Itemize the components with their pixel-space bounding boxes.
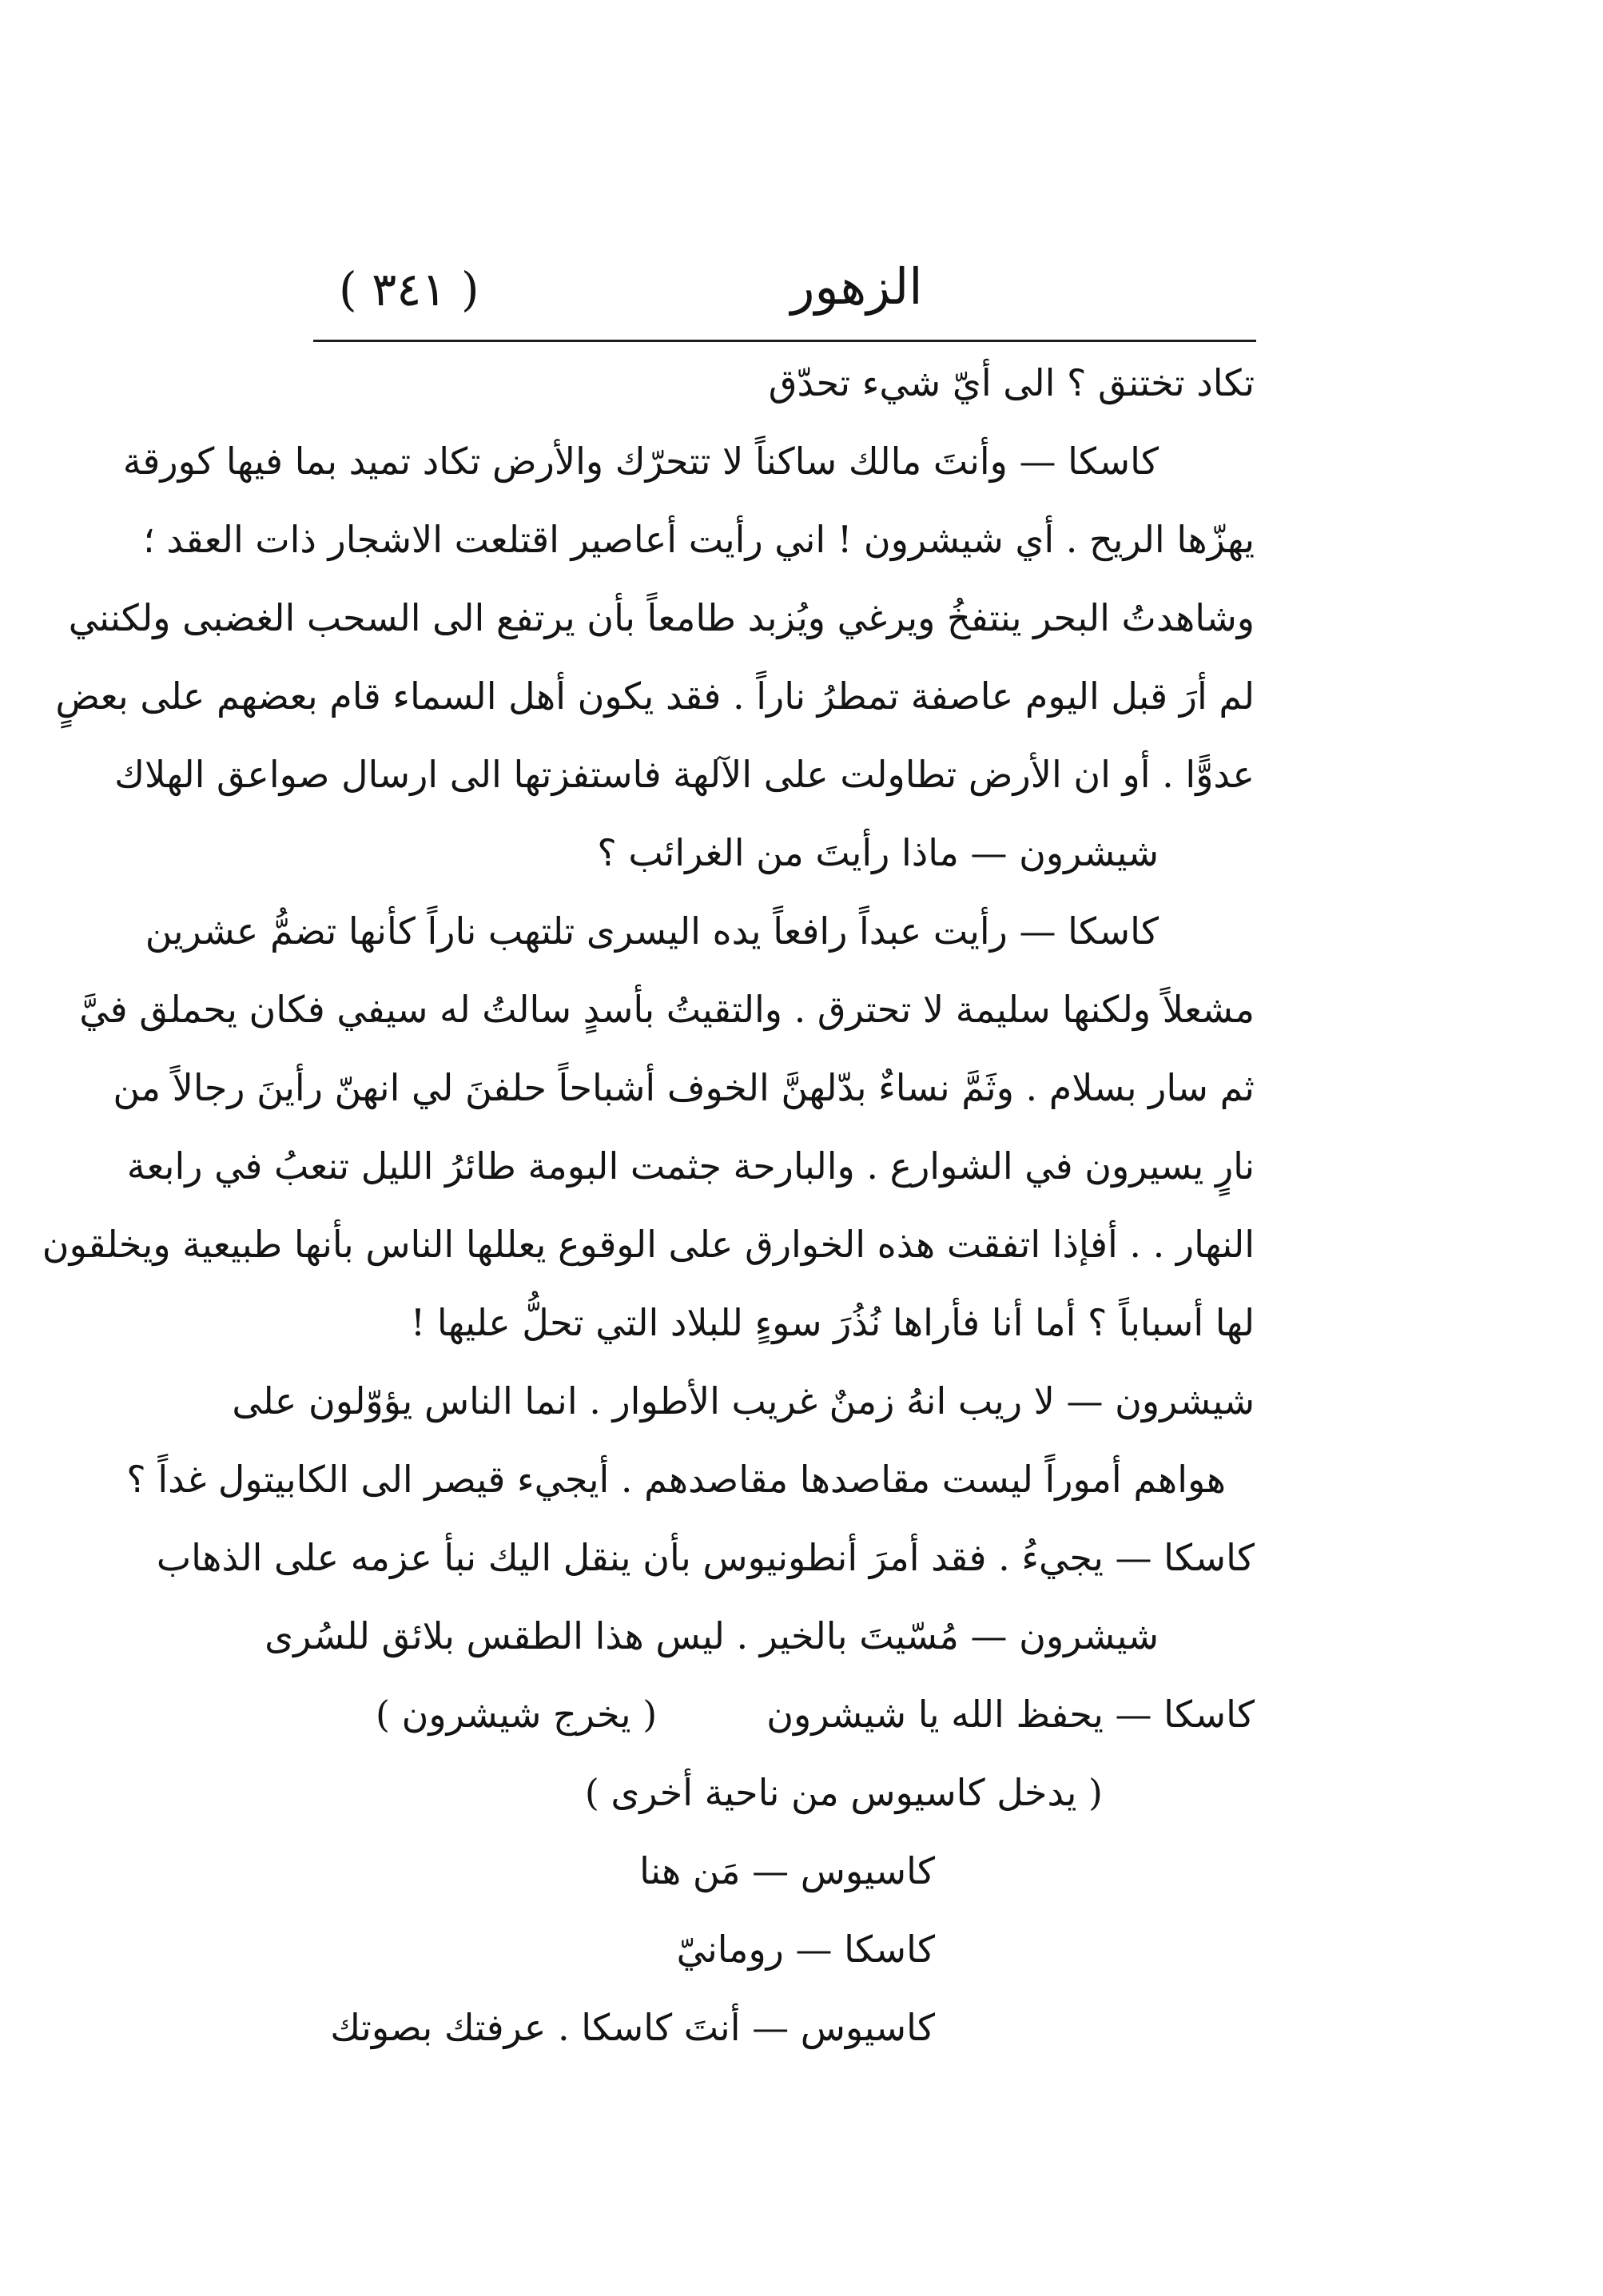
- text-line: شيشرون — لا ريب انهُ زمنٌ غريب الأطوار . انما الناس يؤوّلون على: [232, 1379, 1255, 1423]
- text-line: شيشرون — ماذا رأيتَ من الغرائب ؟: [597, 831, 1159, 874]
- text-line: كاسكا — رومانيّ: [676, 1928, 935, 1971]
- text-line: تكاد تختنق ؟ الى أيّ شيء تحدّق: [768, 361, 1255, 404]
- text-line: يهزّها الريح . أي شيشرون ! اني رأيت أعاصير اقتلعت الاشجار ذات العقد ؛: [143, 518, 1255, 561]
- text-line: كاسكا — رأيت عبداً رافعاً يده اليسرى تلتهب ناراً كأنها تضمُّ عشرين: [145, 909, 1159, 953]
- header-rule: [313, 340, 1256, 342]
- text-line: كاسيوس — مَن هنا: [639, 1849, 935, 1892]
- text-line: وشاهدتُ البحر ينتفخُ ويرغي ويُزبد طامعاً بأن يرتفع الى السحب الغضبى ولكنني: [68, 596, 1255, 639]
- text-line: لها أسباباً ؟ أما أنا فأراها نُذُرَ سوءٍ للبلاد التي تحلُّ عليها !: [410, 1301, 1255, 1344]
- text-line: كاسكا — وأنتَ مالك ساكناً لا تتحرّك والأرض تكاد تميد بما فيها كورقة: [122, 440, 1159, 483]
- text-line: [312, 1675, 1255, 1753]
- text-line: عدوًّا . أو ان الأرض تطاولت على الآلهة فاستفزتها الى ارسال صواعق الهلاك: [114, 753, 1255, 796]
- page-header: [313, 257, 1256, 345]
- text-line: مشعلاً ولكنها سليمة لا تحترق . والتقيتُ بأسدٍ سالتُ له سيفي فكان يحملق فيَّ: [79, 988, 1255, 1031]
- text-line: هواهم أموراً ليست مقاصدها مقاصدهم . أيجيء قيصر الى الكابيتول غداً ؟: [126, 1458, 1226, 1501]
- text-line: نارٍ يسيرون في الشوارع . والبارحة جثمت البومة طائرُ الليل تنعبُ في رابعة: [126, 1144, 1255, 1188]
- page-number: ( ٣٤١ ): [339, 262, 479, 316]
- stage-direction: ( يخرج شيشرون ): [376, 1693, 658, 1736]
- speaker-line: كاسكا — يحفظ الله يا شيشرون: [766, 1693, 1255, 1736]
- body-text: [42, 344, 1255, 2067]
- running-title: الزهور: [790, 257, 923, 316]
- text-line: لم أرَ قبل اليوم عاصفة تمطرُ ناراً . فقد يكون أهل السماء قام بعضهم على بعضٍ: [55, 674, 1255, 718]
- text-line: ثم سار بسلام . وثَمَّ نساءٌ بدّلهنَّ الخوف أشباحاً حلفنَ لي انهنّ رأينَ رجالاً من: [113, 1066, 1255, 1109]
- text-line: شيشرون — مُسّيتَ بالخير . ليس هذا الطقس بلائق للسُرى: [265, 1614, 1159, 1657]
- stage-direction: ( يدخل كاسيوس من ناحية أخرى ): [584, 1771, 1103, 1814]
- text-line: النهار . . أفإذا اتفقت هذه الخوارق على الوقوع يعللها الناس بأنها طبيعية ويخلقون: [42, 1223, 1255, 1266]
- text-line: كاسيوس — أنتَ كاسكا . عرفتك بصوتك: [330, 2006, 935, 2049]
- text-line: كاسكا — يجيءُ . فقد أمرَ أنطونيوس بأن ينقل اليك نبأ عزمه على الذهاب: [156, 1536, 1255, 1579]
